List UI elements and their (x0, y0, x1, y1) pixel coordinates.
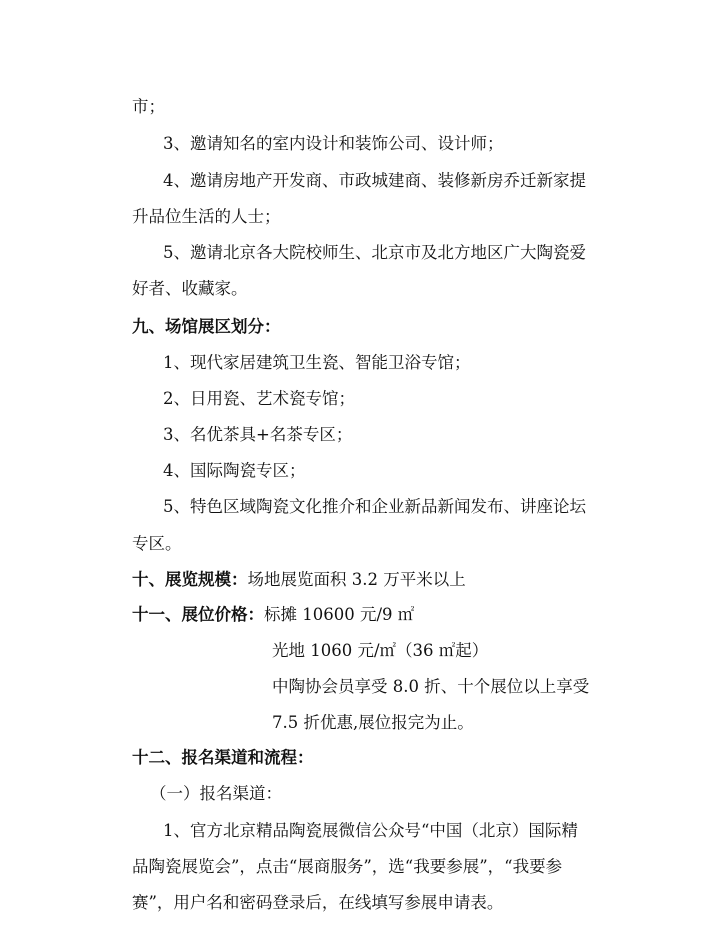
text-line: 赛”，用户名和密码登录后，在线填写参展申请表。 (132, 893, 504, 912)
section-text: 场地展览面积 3.2 万平米以上 (247, 570, 466, 589)
list-item: 3、名优茶具+名茶专区； (163, 425, 353, 444)
list-item: 5、特色区域陶瓷文化推介和企业新品新闻发布、讲座论坛 (163, 497, 586, 516)
price-standard: 标摊 10600 元/9 ㎡ (264, 605, 415, 624)
text-line: 专区。 (132, 534, 182, 553)
section-11-line (132, 604, 414, 626)
text-line: 5、邀请北京各大院校师生、北京市及北方地区广大陶瓷爱 (163, 243, 586, 262)
text-line: 3、邀请知名的室内设计和装饰公司、设计师； (163, 134, 504, 153)
text-line: 1、官方北京精品陶瓷展微信公众号“中国（北京）国际精 (163, 821, 578, 840)
text-line: 好者、收藏家。 (132, 279, 248, 298)
price-member: 中陶协会员享受 8.0 折、十个展位以上享受 (272, 677, 590, 696)
section-heading: 十、展览规模： (132, 570, 248, 589)
text-line: 4、邀请房地产开发商、市政城建商、装修新房乔迁新家提 (163, 171, 586, 190)
price-raw: 光地 1060 元/㎡（36 ㎡起） (272, 641, 489, 660)
text-line: 市； (132, 97, 165, 116)
section-heading: 十一、展位价格： (132, 605, 264, 624)
list-item: 1、现代家居建筑卫生瓷、智能卫浴专馆； (163, 353, 471, 372)
section-heading: 九、场馆展区划分： (132, 317, 281, 336)
price-member-cont: 7.5 折优惠,展位报完为止。 (272, 713, 474, 732)
text-line: 品陶瓷展览会”，点击“展商服务”，选“我要参展”，“我要参 (132, 857, 563, 876)
section-10-line (132, 569, 466, 591)
section-heading: 十二、报名渠道和流程： (132, 748, 314, 767)
text-line: 升品位生活的人士； (132, 207, 281, 226)
sub-heading: （一）报名渠道： (150, 784, 282, 803)
list-item: 4、国际陶瓷专区； (163, 461, 306, 480)
list-item: 2、日用瓷、艺术瓷专馆； (163, 389, 355, 408)
